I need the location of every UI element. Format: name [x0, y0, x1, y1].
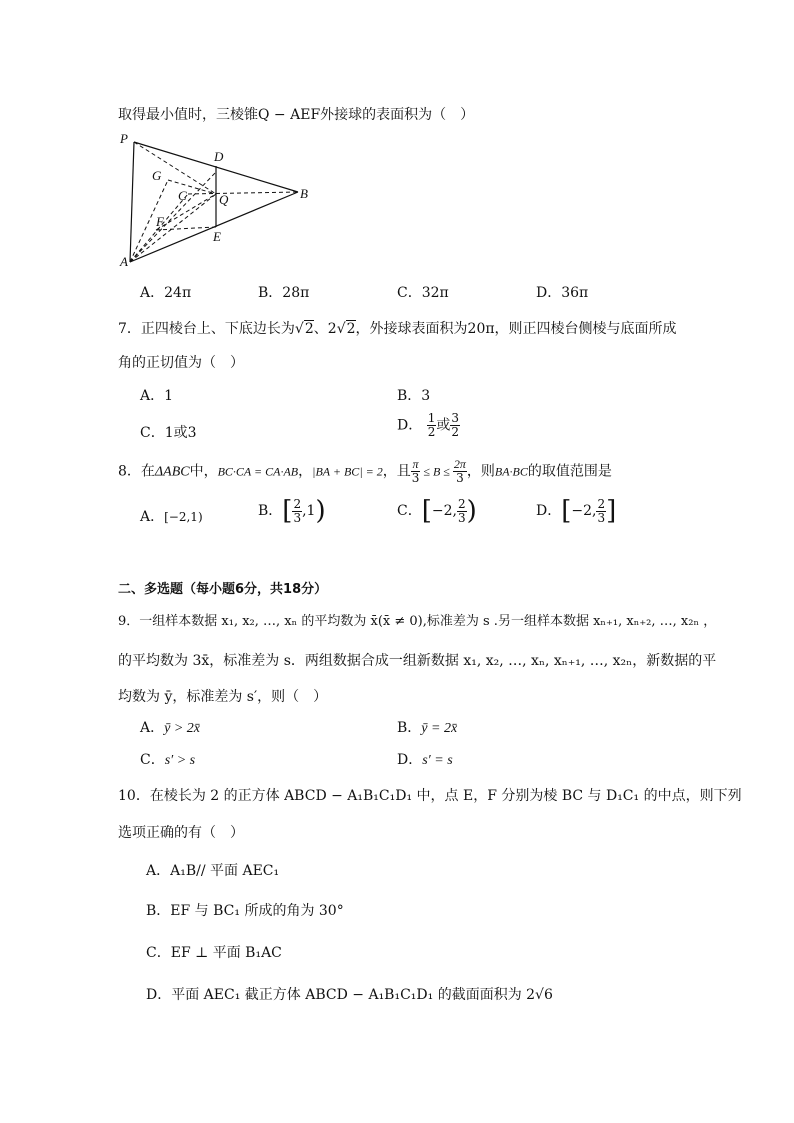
- q10-option-a[interactable]: A．A₁B// 平面 AEC₁: [146, 863, 280, 879]
- dash-AQ: [130, 194, 216, 262]
- q9-stem-line1: 9．一组样本数据 x₁, x₂, …, xₙ 的平均数为 x̄(x̄ ≠ 0),标准差为 s .另一组样本数据 xₙ₊₁, xₙ₊₂, …, x₂ₙ ，: [118, 614, 717, 629]
- q7-option-c[interactable]: C．1或3: [140, 425, 197, 441]
- dash-AD: [130, 172, 216, 262]
- q8-stem: 8．在ΔABC中，BC·CA = CA·AB，|BA + BC| = 2，且 $\frac{\pi}{3}$ ≤ B ≤ $\frac{2\pi}{3}$ ，则BA·BC的取值范围是: [118, 457, 612, 485]
- q9-option-a[interactable]: A．ȳ > 2x̄: [140, 720, 200, 736]
- label-D: D: [214, 149, 224, 164]
- q7-option-b[interactable]: B．3: [397, 388, 431, 404]
- q10-option-d[interactable]: D．平面 AEC₁ 截正方体 ABCD − A₁B₁C₁D₁ 的截面面积为 2√6: [146, 987, 553, 1003]
- q10-stem-line2: 选项正确的有（ ）: [118, 825, 244, 841]
- label-E: E: [213, 229, 221, 244]
- label-Q: Q: [219, 192, 229, 207]
- dash-CB: [188, 192, 298, 194]
- q10-option-b[interactable]: B．EF 与 BC₁ 所成的角为 30°: [146, 903, 344, 919]
- q6-option-b[interactable]: B．28π: [258, 285, 310, 301]
- q7-stem-line2: 角的正切值为（ ）: [118, 355, 244, 371]
- dash-PQ: [134, 142, 216, 194]
- q9-stem-line3: 均数为 ȳ，标准差为 s′，则（ ）: [118, 689, 328, 705]
- q8-option-c[interactable]: C．[−2, $\frac{2}{3}$ ): [397, 496, 477, 526]
- q9-option-c[interactable]: C．s′ > s: [140, 752, 196, 768]
- edge-PA: [130, 142, 134, 262]
- label-P: P: [120, 131, 128, 146]
- q7-option-d[interactable]: D． $\frac{1}{2}$ 或 $\frac{3}{2}$: [397, 411, 459, 439]
- label-B: B: [300, 186, 308, 201]
- label-A: A: [120, 254, 128, 269]
- q6-stem: 取得最小值时，三棱锥Q − AEF外接球的表面积为（ ）: [118, 107, 475, 123]
- label-C: C: [178, 188, 187, 203]
- q7-option-a[interactable]: A．1: [140, 388, 174, 404]
- label-G: G: [152, 168, 162, 183]
- fraction: $\frac{3}{2}$: [451, 411, 459, 439]
- q9-option-b[interactable]: B．ȳ = 2x̄: [397, 720, 458, 736]
- label-F: F: [156, 214, 164, 229]
- q9-stem-line2: 的平均数为 3x̄，标准差为 s．两组数据合成一组新数据 x₁, x₂, …, xₙ, xₙ₊₁, …, x₂ₙ，新数据的平: [118, 653, 717, 669]
- q8-option-a[interactable]: A．[−2,1): [140, 509, 203, 525]
- q10-option-c[interactable]: C．EF ⊥ 平面 B₁AC: [146, 945, 282, 961]
- q10-stem-line1: 10．在棱长为 2 的正方体 ABCD − A₁B₁C₁D₁ 中，点 E，F 分别为棱 BC 与 D₁C₁ 的中点，则下列: [118, 788, 742, 804]
- q6-figure: [118, 128, 318, 270]
- q8-option-d[interactable]: D．[−2, $\frac{2}{3}$ ]: [536, 496, 617, 526]
- fraction: $\frac{1}{2}$: [427, 411, 436, 439]
- section-title-multiple-choice: 二、多选题（每小题6分，共18分）: [118, 582, 328, 597]
- q8-option-b[interactable]: B．[ $\frac{2}{3}$ ,1): [258, 496, 326, 526]
- q6-option-c[interactable]: C．32π: [397, 285, 449, 301]
- q6-option-d[interactable]: D．36π: [536, 285, 589, 301]
- q9-option-d[interactable]: D．s′ = s: [397, 752, 453, 768]
- q7-stem-line1: 7．正四棱台上、下底边长为√2、2√2，外接球表面积为20π，则正四棱台侧棱与底面所成: [118, 321, 677, 337]
- q6-option-a[interactable]: A．24π: [140, 285, 192, 301]
- dash-GQ: [168, 180, 216, 194]
